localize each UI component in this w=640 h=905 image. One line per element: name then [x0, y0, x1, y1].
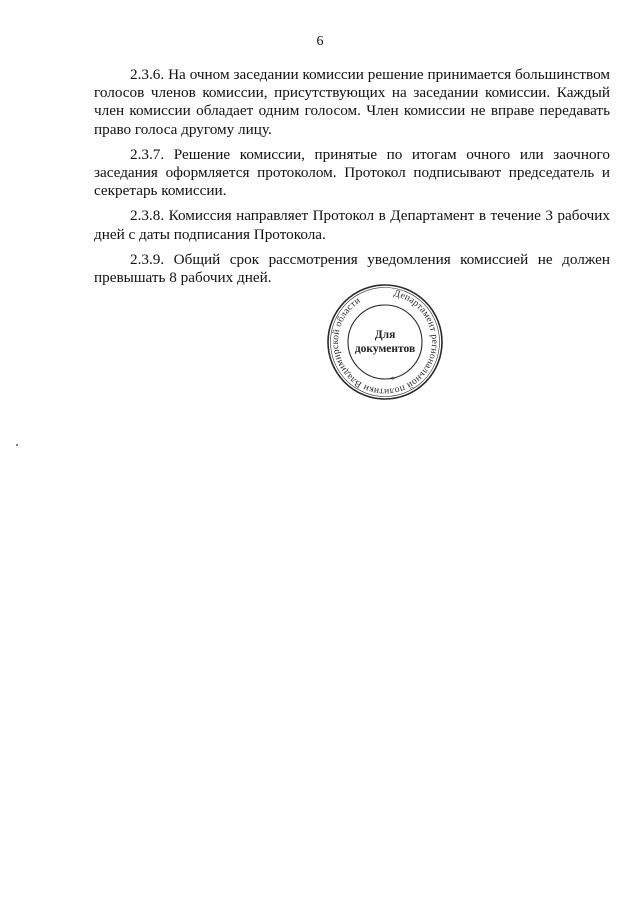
paragraph-2-3-6: 2.3.6. На очном заседании комиссии решение принимается большинством голосов членов комиссии, присутствующих на заседании комиссии. Каждый член комиссии обладает одним голосом. Член комиссии не вправе передавать право голоса другому лицу. — [94, 66, 610, 138]
page-number: 6 — [316, 34, 324, 49]
stamp-outer-ring — [328, 285, 442, 399]
paragraph-2-3-8: 2.3.8. Комиссия направляет Протокол в Департамент в течение 3 рабочих дней с даты подписания Протокола. — [94, 207, 610, 243]
document-body — [94, 66, 610, 294]
margin-mark — [16, 444, 18, 446]
stamp-inner-ring — [348, 305, 422, 379]
official-stamp — [325, 282, 445, 402]
stamp-separator: * — [390, 375, 396, 386]
stamp-ring-text — [325, 282, 445, 402]
stamp-center-line2: документов — [354, 343, 416, 355]
stamp-seal-icon — [325, 282, 445, 402]
paragraph-2-3-7: 2.3.7. Решение комиссии, принятые по итогам очного или заочного заседания оформляется протоколом. Протокол подписывают председатель и секретарь комиссии. — [94, 145, 610, 200]
stamp-ring-textpath: Департамент региональной политики Владимирской области — [329, 287, 441, 398]
paragraph-2-3-9: 2.3.9. Общий срок рассмотрения уведомления комиссией не должен превышать 8 рабочих дней. — [94, 250, 610, 287]
stamp-center-line1: Для — [374, 329, 396, 341]
